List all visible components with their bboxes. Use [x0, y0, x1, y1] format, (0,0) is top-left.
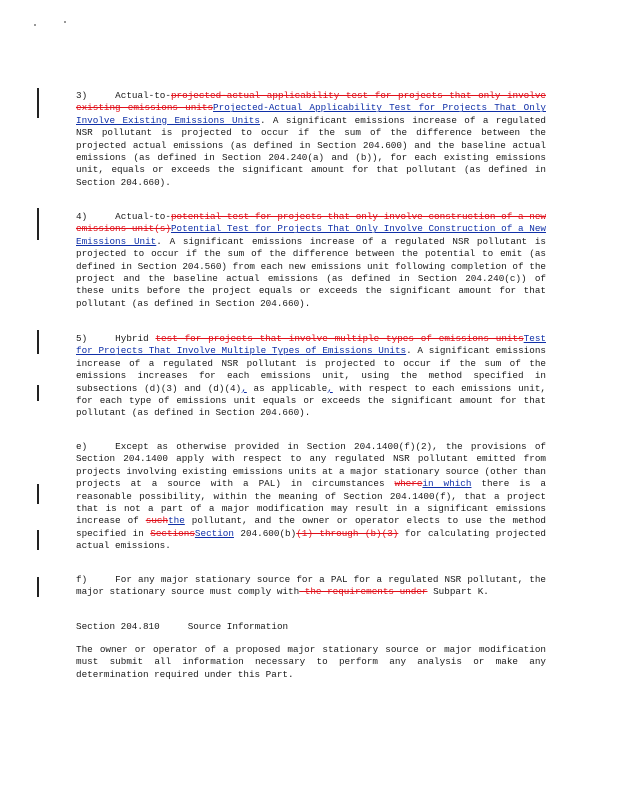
text-run: Except as otherwise provided in Section 204.1400(f)(2), the provisions of Section 204.1400 apply with respect to any regulated NSR pollutant emitted from projects involving existing emissions units at a major stationary source (other than projects at a source with a PAL) in circumstances: [76, 441, 546, 490]
change-bar: [37, 577, 39, 597]
inserted-text: Section: [194, 527, 234, 539]
text-run: pollutant, and the owner or operator elects to use the method specified in: [76, 515, 546, 539]
deleted-text: Sections: [150, 527, 195, 539]
change-bar: [37, 484, 39, 504]
paragraph-number: f): [76, 574, 88, 585]
text-run: Hybrid: [115, 333, 156, 344]
text-run: . A significant emissions increase of a regulated NSR pollutant is projected to occur if the sum of the difference between the projected actual emissions (as defined in Section 204.600) and the baseline actual emissions (as defined in Section 204.240(a) and (b)), for each existing emissions unit, equals or exceeds the significant amount for that pollutant (as defined in Section 204.660).: [76, 114, 547, 188]
inserted-text: Test for Projects That Involve Multiple Types of Emissions Units: [76, 333, 546, 357]
paragraph-number: e): [76, 441, 88, 452]
text-run: . A significant emissions increase of a regulated NSR pollutant is projected to occur if the sum of the emissions increases for each emissions unit, using the method specified in subsections (d)(3) and (d)(4): [76, 345, 546, 394]
change-bar: [37, 385, 39, 401]
text-run: The owner or operator of a proposed major stationary source or major modification must submit all information necessary to perform any analysis or make any determination required under this Part.: [76, 644, 546, 680]
change-bar: [37, 88, 39, 118]
section-title: Source Information: [187, 621, 289, 632]
text-run: For any major stationary source for a PAL for a regulated NSR pollutant, the major stationary source must comply with: [76, 574, 546, 598]
paragraph-f: [76, 574, 546, 599]
inserted-text: in which: [422, 478, 472, 490]
section-number: Section 204.810: [76, 621, 160, 632]
text-run: Actual-to-: [115, 90, 171, 101]
change-bar: [37, 208, 39, 240]
change-bar: [37, 330, 39, 354]
text-run: Subpart K.: [427, 586, 489, 598]
text-run: . A significant emissions increase of a regulated NSR pollutant is projected to occur if the sum of the difference between the potential to emit (as defined in Section 204.560) from each new emissions unit following completion of the project and the baseline actual emissions (as defined in Section 204.240(c)) of these units before the project equals or exceeds the significant amount for that pollutant (as defined in Section 204.660).: [76, 235, 547, 309]
section-heading: [76, 621, 546, 633]
inserted-text: Projected-Actual Applicability Test for Projects That Only Involve Existing Emissions Units: [76, 102, 546, 126]
deleted-text: test for projects that involve multiple types of emissions units: [155, 333, 524, 344]
scan-speck: [64, 21, 66, 23]
paragraph-5: [76, 333, 546, 420]
deleted-text: projected-actual applicability test for projects that only involve existing emissions units: [76, 90, 546, 114]
text-run: 204.600(b): [233, 527, 297, 539]
scan-speck: [34, 24, 36, 26]
text-run: there is a reasonable possibility, within the meaning of Section 204.1400(f), that a project that is not a part of a major modification may result in a significant emissions increase of: [76, 478, 547, 527]
paragraph-3: [76, 90, 546, 189]
deleted-text: where: [394, 478, 423, 490]
deleted-text: such: [145, 515, 169, 527]
deleted-text: the requirements under: [299, 586, 428, 598]
paragraph-4: [76, 211, 546, 310]
inserted-text: ,: [241, 382, 247, 394]
deleted-text: potential test for projects that only involve construction of a new emissions unit(s): [76, 211, 546, 235]
text-run: with respect to each emissions unit, for each type of emissions unit equals or exceeds the significant amount for that pollutant (as defined in Section 204.660).: [76, 382, 546, 419]
deleted-text: (1) through (b)(3): [296, 527, 399, 539]
inserted-text: ,: [327, 382, 333, 394]
text-run: Actual-to-: [115, 211, 171, 222]
text-run: as applicable: [246, 382, 328, 394]
text-run: for calculating projected actual emissions.: [76, 527, 546, 552]
section-body: [76, 644, 546, 681]
paragraph-number: 4): [76, 211, 88, 222]
paragraph-number: 5): [76, 333, 88, 344]
change-bar: [37, 530, 39, 550]
inserted-text: Potential Test for Projects That Only Involve Construction of a New Emissions Unit: [76, 223, 547, 247]
paragraph-number: 3): [76, 90, 88, 101]
inserted-text: the: [168, 515, 185, 527]
paragraph-e: [76, 441, 546, 553]
